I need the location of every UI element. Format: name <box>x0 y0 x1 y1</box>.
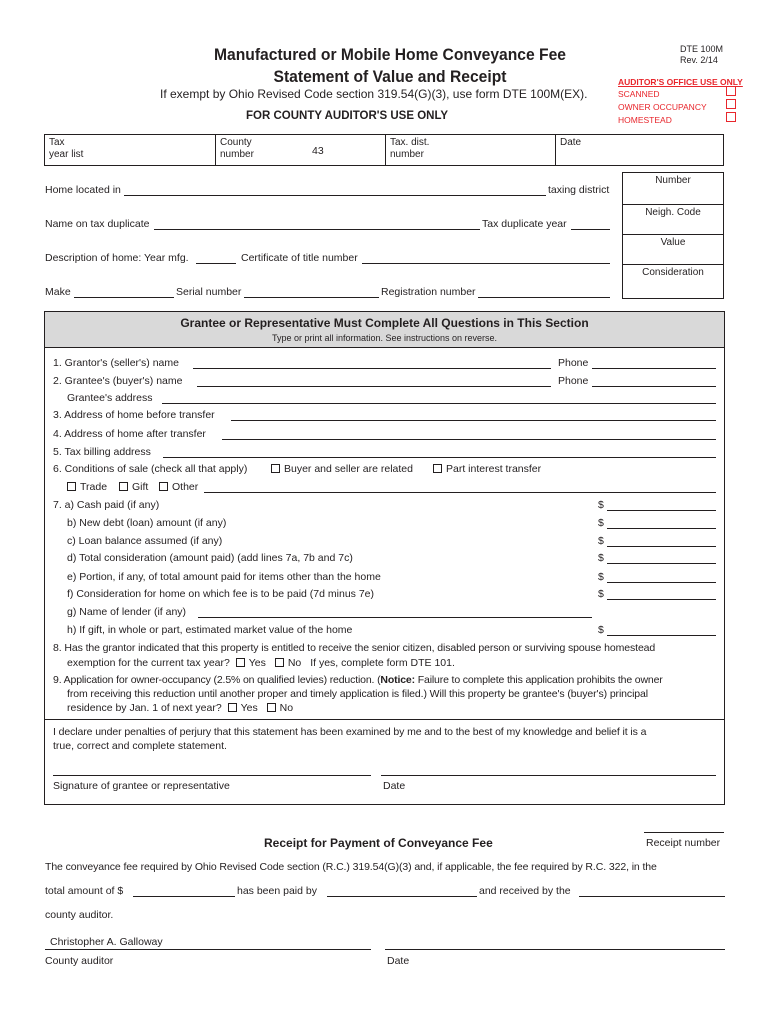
gift-checkbox[interactable] <box>119 482 128 491</box>
q8-no-checkbox[interactable] <box>275 658 284 667</box>
other-label: Other <box>172 481 199 493</box>
exempt-note: If exempt by Ohio Revised Code section 319.54(G)(3), use form DTE 100M(EX). <box>160 87 588 101</box>
related-label: Buyer and seller are related <box>284 463 413 475</box>
signature-field[interactable] <box>53 775 371 776</box>
q8-question: exemption for the current tax year? <box>67 657 230 669</box>
q9-line2: from receiving this reduction until another proper and timely application is filed.) Will this property be grantee's (buyer's) principal <box>67 688 649 700</box>
county-auditor-field[interactable] <box>45 949 371 950</box>
taxing-district-label: taxing district <box>548 184 610 196</box>
q9-line1 <box>53 674 663 686</box>
receipt-number-label: Receipt number <box>646 837 721 849</box>
has-been-paid-label: has been paid by <box>237 885 317 897</box>
grantor-name-field[interactable] <box>193 368 551 369</box>
county-number-cell[interactable]: County number <box>215 134 386 166</box>
cash-paid-field[interactable] <box>607 510 716 511</box>
gift-label: Gift <box>132 481 149 493</box>
grantee-address-field[interactable] <box>162 403 716 404</box>
q3-label: 3. Address of home before transfer <box>53 409 215 421</box>
certificate-field[interactable] <box>362 263 610 264</box>
q4-label: 4. Address of home after transfer <box>53 428 206 440</box>
grantor-phone-label: Phone <box>558 357 589 369</box>
grantee-phone-field[interactable] <box>592 386 716 387</box>
q7h-label: h) If gift, in whole or part, estimated market value of the home <box>67 624 353 636</box>
county-auditor-label: County auditor <box>45 955 114 967</box>
q9-yes-checkbox[interactable] <box>228 703 237 712</box>
receipt-date-label: Date <box>387 955 410 967</box>
form-title-line2: Statement of Value and Receipt <box>273 67 507 86</box>
q9-text-b: Failure to complete this application prohibits the owner <box>414 674 663 686</box>
form-revision: Rev. 2/14 <box>680 55 718 65</box>
total-consideration-field[interactable] <box>607 563 716 564</box>
q9-notice: Notice: <box>380 674 415 686</box>
q7e-dollar: $ <box>598 571 604 583</box>
q9-no-label: No <box>279 702 294 714</box>
home-located-in-label: Home located in <box>45 184 121 196</box>
description-label: Description of home: Year mfg. <box>45 252 189 264</box>
office-use-scanned: SCANNED <box>618 89 660 99</box>
market-value-field[interactable] <box>607 635 716 636</box>
declaration-divider <box>44 719 725 720</box>
q8-yes-checkbox[interactable] <box>236 658 245 667</box>
other-checkbox[interactable] <box>159 482 168 491</box>
q7b-dollar: $ <box>598 517 604 529</box>
serial-number-label: Serial number <box>176 286 242 298</box>
q7d-dollar: $ <box>598 552 604 564</box>
make-label: Make <box>45 286 71 298</box>
q7f-label: f) Consideration for home on which fee is to be paid (7d minus 7e) <box>67 588 374 600</box>
q9-question: residence by Jan. 1 of next year? <box>67 702 222 714</box>
received-by-label: and received by the <box>479 885 571 897</box>
tax-duplicate-year-field[interactable] <box>571 229 610 230</box>
receipt-heading: Receipt for Payment of Conveyance Fee <box>264 836 493 850</box>
paid-by-field[interactable] <box>327 896 477 897</box>
serial-number-field[interactable] <box>244 297 379 298</box>
grantee-address-label: Grantee's address <box>67 392 153 404</box>
other-items-field[interactable] <box>607 582 716 583</box>
tax-billing-address-field[interactable] <box>163 457 716 458</box>
county-auditor-text: county auditor. <box>45 909 114 921</box>
homestead-checkbox[interactable] <box>726 112 736 122</box>
q8-followup: If yes, complete form DTE 101. <box>310 657 455 669</box>
trade-label: Trade <box>80 481 108 493</box>
neigh-code-box[interactable]: Neigh. Code <box>622 204 724 235</box>
grantee-section-heading: Grantee or Representative Must Complete All Questions in This Section <box>180 316 589 330</box>
part-interest-checkbox[interactable] <box>433 464 442 473</box>
q7a-label: 7. a) Cash paid (if any) <box>53 499 160 511</box>
q2-label: 2. Grantee's (buyer's) name <box>53 375 183 387</box>
make-field[interactable] <box>74 297 174 298</box>
receipt-date-field[interactable] <box>385 949 725 950</box>
q6-related-option[interactable] <box>271 463 413 475</box>
other-field[interactable] <box>204 492 716 493</box>
tax-duplicate-year-label: Tax duplicate year <box>482 218 567 230</box>
address-after-field[interactable] <box>222 439 716 440</box>
grantee-name-field[interactable] <box>197 386 551 387</box>
declaration-line2: true, correct and complete statement. <box>53 740 227 752</box>
office-use-heading: AUDITOR'S OFFICE USE ONLY <box>618 77 743 87</box>
q6-label: 6. Conditions of sale (check all that apply) <box>53 463 248 475</box>
q7f-dollar: $ <box>598 588 604 600</box>
receipt-number-field[interactable] <box>644 832 724 833</box>
q8-yes-label: Yes <box>248 657 266 669</box>
q7b-label: b) New debt (loan) amount (if any) <box>67 517 227 529</box>
tax-year-list-cell[interactable]: Tax year list <box>44 134 216 166</box>
q5-label: 5. Tax billing address <box>53 446 151 458</box>
scanned-checkbox[interactable] <box>726 86 736 96</box>
declaration-date-field[interactable] <box>381 775 716 776</box>
q7d-label: d) Total consideration (amount paid) (add lines 7a, 7b and 7c) <box>67 552 353 564</box>
total-amount-field[interactable] <box>133 896 235 897</box>
q8-line2 <box>67 657 455 669</box>
tax-dist-number-cell[interactable]: Tax. dist. number <box>385 134 556 166</box>
q6-part-interest-option[interactable] <box>433 463 541 475</box>
related-checkbox[interactable] <box>271 464 280 473</box>
q7g-label: g) Name of lender (if any) <box>67 606 187 618</box>
q9-text-a: 9. Application for owner-occupancy (2.5% on qualified levies) reduction. ( <box>53 674 381 686</box>
grantor-phone-field[interactable] <box>592 368 716 369</box>
address-before-field[interactable] <box>231 420 716 421</box>
q7c-label: c) Loan balance assumed (if any) <box>67 535 223 547</box>
signature-label: Signature of grantee or representative <box>53 780 230 792</box>
q9-no-checkbox[interactable] <box>267 703 276 712</box>
declaration-date-label: Date <box>383 780 406 792</box>
q1-label: 1. Grantor's (seller's) name <box>53 357 179 369</box>
county-number-value: 43 <box>312 145 324 157</box>
total-amount-label: total amount of $ <box>45 885 124 897</box>
q7e-label: e) Portion, if any, of total amount paid for items other than the home <box>67 571 381 583</box>
grantee-phone-label: Phone <box>558 375 589 387</box>
received-by-field[interactable] <box>579 896 725 897</box>
q8-no-label: No <box>287 657 302 669</box>
q7c-dollar: $ <box>598 535 604 547</box>
date-cell[interactable]: Date <box>555 134 724 166</box>
office-use-homestead: HOMESTEAD <box>618 115 672 125</box>
form-title-line1: Manufactured or Mobile Home Conveyance Fee <box>214 45 566 64</box>
q7a-dollar: $ <box>598 499 604 511</box>
receipt-line1: The conveyance fee required by Ohio Revised Code section (R.C.) 319.54(G)(3) and, if applicable, the fee required by R.C. 322, in the <box>45 861 657 873</box>
number-box[interactable]: Number <box>622 172 724 205</box>
trade-checkbox[interactable] <box>67 482 76 491</box>
name-on-tax-duplicate-label: Name on tax duplicate <box>45 218 150 230</box>
consideration-box[interactable]: Consideration <box>622 264 724 299</box>
fee-consideration-field[interactable] <box>607 599 716 600</box>
lender-name-field[interactable] <box>198 617 592 618</box>
certificate-label: Certificate of title number <box>241 252 358 264</box>
name-on-tax-duplicate-field[interactable] <box>154 229 480 230</box>
registration-number-field[interactable] <box>478 297 610 298</box>
declaration-line1: I declare under penalties of perjury that this statement has been examined by me and to the best of my knowledge and belief it is a <box>53 726 647 738</box>
year-mfg-field[interactable] <box>196 263 236 264</box>
q6-trade-option[interactable] <box>67 481 107 493</box>
grantee-section-subheading: Type or print all information. See instructions on reverse. <box>271 333 498 343</box>
office-use-owner-occupancy: OWNER OCCUPANCY <box>618 102 707 112</box>
q9-line3 <box>67 702 293 714</box>
registration-number-label: Registration number <box>381 286 476 298</box>
owner-occupancy-checkbox[interactable] <box>726 99 736 109</box>
new-debt-field[interactable] <box>607 528 716 529</box>
auditor-use-heading: FOR COUNTY AUDITOR'S USE ONLY <box>246 110 449 122</box>
form-id: DTE 100M <box>680 44 724 54</box>
q9-yes-label: Yes <box>240 702 258 714</box>
loan-balance-field[interactable] <box>607 546 716 547</box>
value-box[interactable]: Value <box>622 234 724 265</box>
auditor-name: Christopher A. Galloway <box>50 936 163 948</box>
q6-other-option[interactable] <box>159 481 198 493</box>
home-located-in-field[interactable] <box>124 195 546 196</box>
q7h-dollar: $ <box>598 624 604 636</box>
q6-gift-option[interactable] <box>119 481 148 493</box>
q8-line1: 8. Has the grantor indicated that this property is entitled to receive the senior citizen, disabled person or surviving spouse homestead <box>53 642 656 654</box>
part-interest-label: Part interest transfer <box>446 463 542 475</box>
